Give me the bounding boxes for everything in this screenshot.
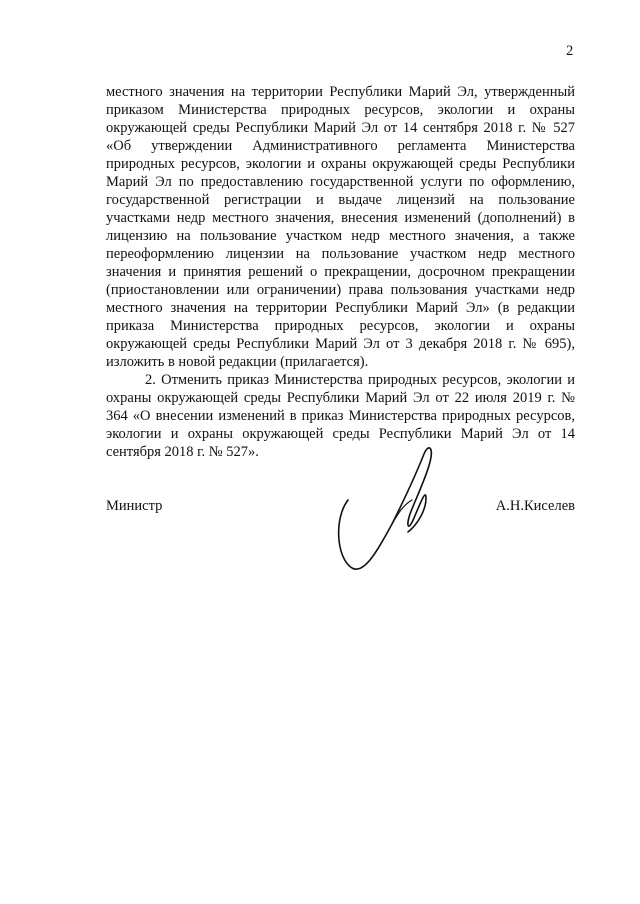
paragraph-continuation: местного значения на территории Республики Марий Эл, утвержденный приказом Министерства природных ресурсов, экологии и охраны окружающей среды Республики Марий Эл от 14 сентября 2018 г. № 527 «Об утверждении Административного регламента Министерства природных ресурсов, экологии и охраны окружающей среды Республики Марий Эл по предоставлению государственной услуги по оформлению, государственной регистрации и выдаче лицензий на пользование участками недр местного значения, внесения изменений (дополнений) в лицензию на пользование участком недр местного значения, а также переоформлению лицензии на пользование участком недр местного значения и принятия решений о прекращении, досрочном прекращении (приостановлении или ограничении) права пользования участками недр местного значения на территории Республики Марий Эл» (в редакции приказа Министерства природных ресурсов, экологии и охраны окружающей среды Республики Марий Эл от 3 декабря 2018 г. № 695), изложить в новой редакции (прилагается). xyxy=(106,84,575,370)
document-body xyxy=(106,83,575,461)
page-number: 2 xyxy=(566,43,574,59)
paragraph-item-2: 2. Отменить приказ Министерства природных ресурсов, экологии и охраны окружающей среды Республики Марий Эл от 22 июля 2019 г. № 364 «О внесении изменений в приказ Министерства природных ресурсов, экологии и охраны окружающей среды Республики Марий Эл от 14 сентября 2018 г. № 527». xyxy=(106,372,575,460)
signatory-role: Министр xyxy=(106,498,163,514)
signatory-name: А.Н.Киселев xyxy=(495,498,575,514)
handwritten-signature xyxy=(330,440,450,580)
